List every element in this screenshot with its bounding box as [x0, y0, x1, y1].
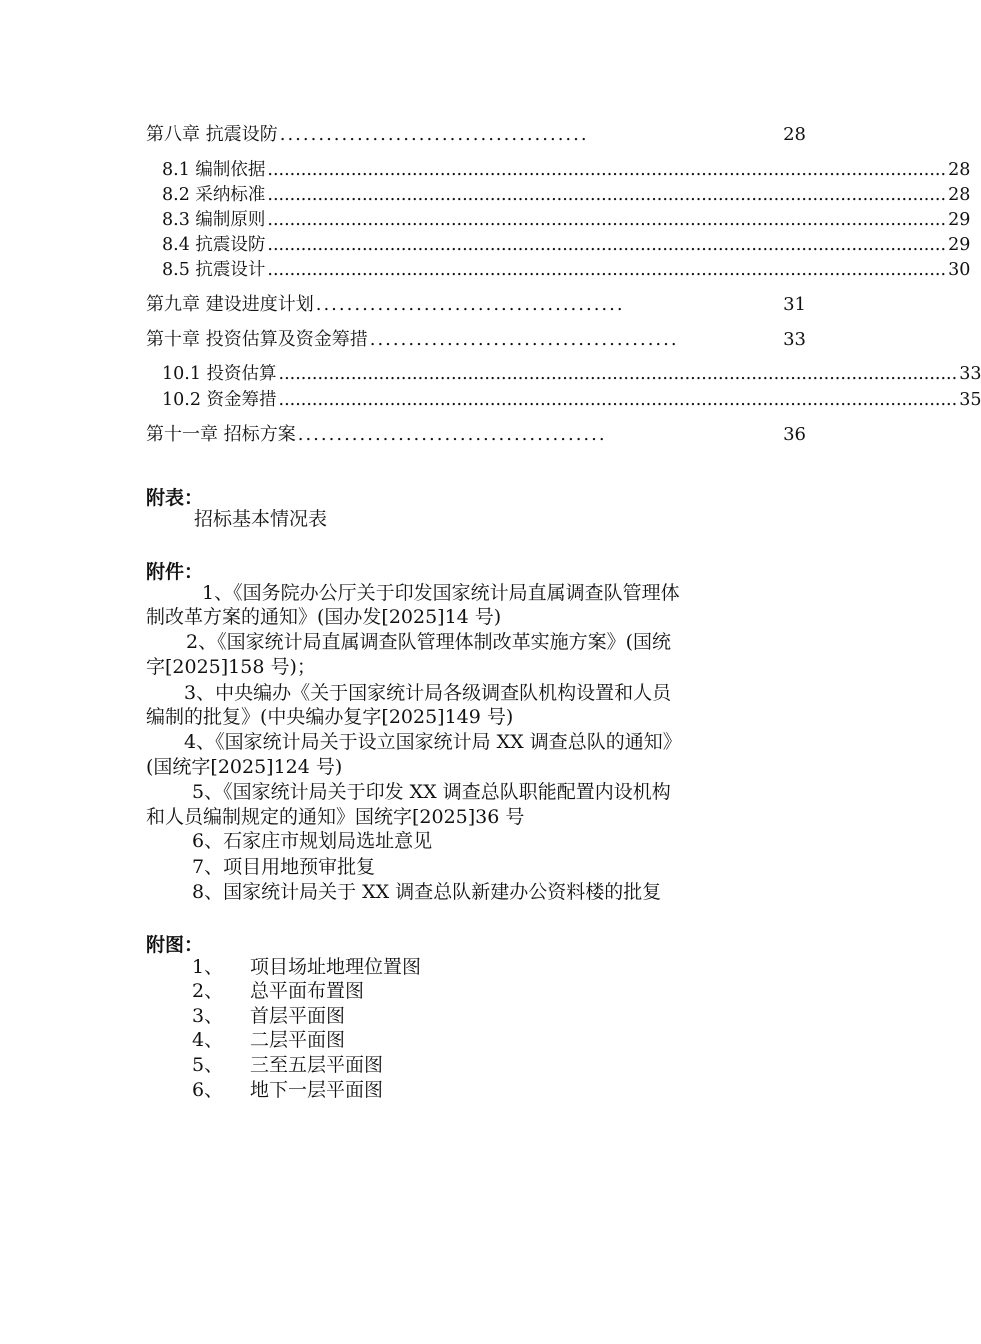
- figure-item-number: 3、: [192, 1005, 224, 1027]
- toc-entry-8-2[interactable]: [162, 184, 971, 206]
- attachment-line: 2、《国家统计局直属调查队管理体制改革实施方案》(国统: [186, 631, 672, 653]
- toc-entry-title: 8.4 抗震设防: [162, 235, 266, 255]
- toc-entry-chapter-8[interactable]: [146, 124, 806, 146]
- toc-entry-10-2[interactable]: [162, 389, 981, 411]
- figure-item-label: 二层平面图: [250, 1029, 346, 1051]
- figure-item: [192, 955, 421, 979]
- toc-leader-dots: ..........................................................................................................................: [267, 185, 947, 205]
- toc-entry-8-1[interactable]: [162, 159, 971, 181]
- attachments-heading: 附件：: [146, 561, 204, 583]
- toc-entry-10-1[interactable]: [162, 363, 981, 385]
- toc-entry-8-4[interactable]: [162, 234, 971, 256]
- attachment-line: 4、《国家统计局关于设立国家统计局 XX 调查总队的通知》: [184, 731, 682, 753]
- toc-leader-dots: ..........................................................................................................................: [267, 235, 947, 255]
- toc-entry-title: 10.2 资金筹措: [162, 390, 277, 410]
- toc-entry-page: 28: [948, 160, 971, 180]
- toc-entry-title: 10.1 投资估算: [162, 364, 277, 384]
- toc-entry-8-5[interactable]: [162, 259, 971, 281]
- attachment-line: 3、中央编办《关于国家统计局各级调查队机构设置和人员: [184, 682, 672, 704]
- figure-item: [192, 1053, 383, 1077]
- toc-leader-dots: ........................................: [315, 294, 625, 315]
- toc-entry-title: 第九章 建设进度计划: [146, 294, 314, 315]
- toc-leader-dots: ..........................................................................................................................: [278, 364, 958, 384]
- toc-entry-title: 8.3 编制原则: [162, 210, 266, 230]
- attachment-line: 5、《国家统计局关于印发 XX 调查总队职能配置内设机构: [192, 781, 671, 803]
- attachment-line: (国统字[2025]124 号): [146, 756, 343, 778]
- toc-entry-title: 8.5 抗震设计: [162, 260, 266, 280]
- figure-item-label: 项目场址地理位置图: [250, 956, 422, 978]
- toc-entry-chapter-10[interactable]: [146, 329, 806, 351]
- toc-entry-title: 第八章 抗震设防: [146, 124, 278, 145]
- attachment-line: 字[2025]158 号)；: [146, 656, 316, 678]
- toc-entry-page: 33: [959, 364, 981, 384]
- toc-entry-page: 29: [948, 210, 971, 230]
- attached-table-item: 招标基本情况表: [194, 508, 328, 530]
- toc-entry-page: 33: [783, 329, 806, 350]
- attached-tables-heading: 附表：: [146, 487, 204, 509]
- figure-item-number: 5、: [192, 1054, 224, 1076]
- figure-item-number: 6、: [192, 1079, 224, 1101]
- figure-item-label: 地下一层平面图: [250, 1079, 384, 1101]
- toc-leader-dots: ..........................................................................................................................: [267, 260, 947, 280]
- toc-entry-chapter-11[interactable]: [146, 424, 806, 446]
- figure-item-number: 1、: [192, 956, 224, 978]
- toc-entry-title: 8.1 编制依据: [162, 160, 266, 180]
- figure-item-label: 总平面布置图: [250, 980, 365, 1002]
- toc-entry-page: 35: [959, 390, 981, 410]
- attachment-line: 制改革方案的通知》(国办发[2025]14 号): [146, 606, 502, 628]
- figure-item-number: 2、: [192, 980, 224, 1002]
- toc-leader-dots: ........................................: [297, 424, 607, 445]
- toc-leader-dots: ..........................................................................................................................: [267, 160, 947, 180]
- toc-entry-chapter-9[interactable]: [146, 294, 806, 316]
- figure-item-number: 4、: [192, 1029, 224, 1051]
- toc-entry-title: 8.2 采纳标准: [162, 185, 266, 205]
- toc-entry-title: 第十一章 招标方案: [146, 424, 296, 445]
- attachment-line: 8、国家统计局关于 XX 调查总队新建办公资料楼的批复: [192, 881, 662, 903]
- figure-item-label: 三至五层平面图: [250, 1054, 384, 1076]
- toc-entry-title: 第十章 投资估算及资金筹措: [146, 329, 368, 350]
- figure-item-label: 首层平面图: [250, 1005, 346, 1027]
- toc-leader-dots: ..........................................................................................................................: [267, 210, 947, 230]
- attachment-line: 1、《国务院办公厅关于印发国家统计局直属调查队管理体: [202, 582, 680, 604]
- toc-entry-page: 30: [948, 260, 971, 280]
- toc-leader-dots: ..........................................................................................................................: [278, 390, 958, 410]
- toc-entry-8-3[interactable]: [162, 209, 971, 231]
- toc-leader-dots: ........................................: [369, 329, 679, 350]
- attached-figures-heading: 附图：: [146, 934, 204, 956]
- figure-item: [192, 1004, 345, 1028]
- toc-entry-page: 28: [783, 124, 806, 145]
- attachment-line: 7、项目用地预审批复: [192, 856, 376, 878]
- toc-leader-dots: ........................................: [279, 124, 589, 145]
- figure-item: [192, 1028, 345, 1052]
- toc-entry-page: 29: [948, 235, 971, 255]
- attachment-line: 编制的批复》(中央编办复字[2025]149 号): [146, 706, 514, 728]
- attachment-line: 和人员编制规定的通知》国统字[2025]36 号: [146, 806, 525, 828]
- toc-entry-page: 28: [948, 185, 971, 205]
- figure-item: [192, 1078, 383, 1102]
- toc-entry-page: 31: [783, 294, 806, 315]
- toc-entry-page: 36: [783, 424, 806, 445]
- figure-item: [192, 979, 364, 1003]
- attachment-line: 6、石家庄市规划局选址意见: [192, 830, 433, 852]
